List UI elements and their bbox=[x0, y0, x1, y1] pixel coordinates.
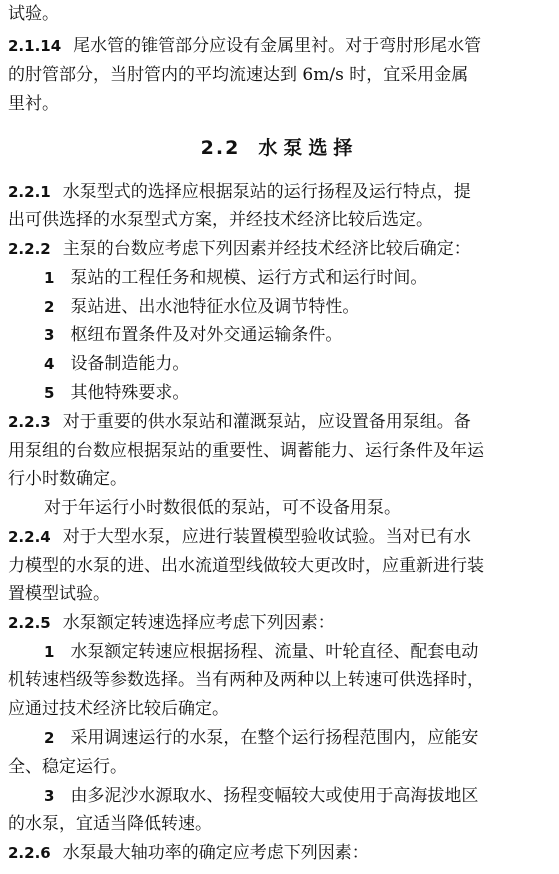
clause-2-1-14: 2.1.14 尾水管的锥管部分应设有金属里衬。对于弯肘形尾水管 bbox=[8, 36, 482, 56]
list-item: 3 由多泥沙水源取水、扬程变幅较大或使用于高海拔地区 bbox=[44, 786, 479, 806]
text-line: 的水泵，宜适当降低转速。 bbox=[8, 814, 212, 834]
clause-number: 2.2.6 bbox=[8, 844, 51, 862]
list-item: 1 水泵额定转速应根据扬程、流量、叶轮直径、配套电动 bbox=[44, 642, 479, 662]
clause-2-2-5: 2.2.5 水泵额定转速选择应考虑下列因素： bbox=[8, 613, 335, 633]
text-line: 出可供选择的水泵型式方案，并经技术经济比较后选定。 bbox=[8, 210, 433, 230]
section-number: 2.2 bbox=[200, 137, 241, 159]
clause-2-2-1: 2.2.1 水泵型式的选择应根据泵站的运行扬程及运行特点，提 bbox=[8, 182, 471, 202]
text-line: 的肘管部分，当肘管内的平均流速达到 6m/s 时，宜采用金属 bbox=[8, 65, 469, 85]
clause-number: 2.2.4 bbox=[8, 528, 51, 546]
list-item: 4 设备制造能力。 bbox=[44, 354, 190, 374]
text-line: 力模型的水泵的进、出水流道型线做较大更改时，应重新进行装 bbox=[8, 556, 484, 576]
clause-number: 2.2.1 bbox=[8, 183, 51, 201]
section-heading bbox=[8, 136, 551, 160]
text-line: 全、稳定运行。 bbox=[8, 757, 127, 777]
clause-2-2-6: 2.2.6 水泵最大轴功率的确定应考虑下列因素： bbox=[8, 843, 369, 863]
list-item: 1 泵站的工程任务和规模、运行方式和运行时间。 bbox=[44, 268, 428, 288]
clause-number: 2.2.3 bbox=[8, 413, 51, 431]
clause-2-2-4: 2.2.4 对于大型水泵，应进行装置模型验收试验。当对已有水 bbox=[8, 527, 471, 547]
clause-2-2-2: 2.2.2 主泵的台数应考虑下列因素并经技术经济比较后确定： bbox=[8, 239, 471, 259]
list-item: 3 枢纽布置条件及对外交通运输条件。 bbox=[44, 325, 343, 345]
list-item: 2 泵站进、出水池特征水位及调节特性。 bbox=[44, 297, 360, 317]
text-line: 置模型试验。 bbox=[8, 584, 110, 604]
clause-number: 2.1.14 bbox=[8, 37, 62, 55]
text-line: 应通过技术经济比较后确定。 bbox=[8, 699, 229, 719]
list-item: 2 采用调速运行的水泵，在整个运行扬程范围内，应能安 bbox=[44, 728, 479, 748]
clause-2-2-3: 2.2.3 对于重要的供水泵站和灌溉泵站，应设置备用泵组。备 bbox=[8, 412, 471, 432]
text-line: 对于年运行小时数很低的泵站，可不设备用泵。 bbox=[44, 498, 401, 518]
text-line: 里衬。 bbox=[8, 94, 59, 114]
clause-number: 2.2.5 bbox=[8, 614, 51, 632]
section-title: 水泵选择 bbox=[258, 137, 359, 159]
clause-number: 2.2.2 bbox=[8, 240, 51, 258]
text-line: 用泵组的台数应根据泵站的重要性、调蓄能力、运行条件及年运 bbox=[8, 441, 484, 461]
list-item: 5 其他特殊要求。 bbox=[44, 383, 190, 403]
text-line: 机转速档级等参数选择。当有两种及两种以上转速可供选择时， bbox=[8, 670, 484, 690]
text-line: 试验。 bbox=[8, 4, 59, 24]
text-line: 行小时数确定。 bbox=[8, 469, 127, 489]
